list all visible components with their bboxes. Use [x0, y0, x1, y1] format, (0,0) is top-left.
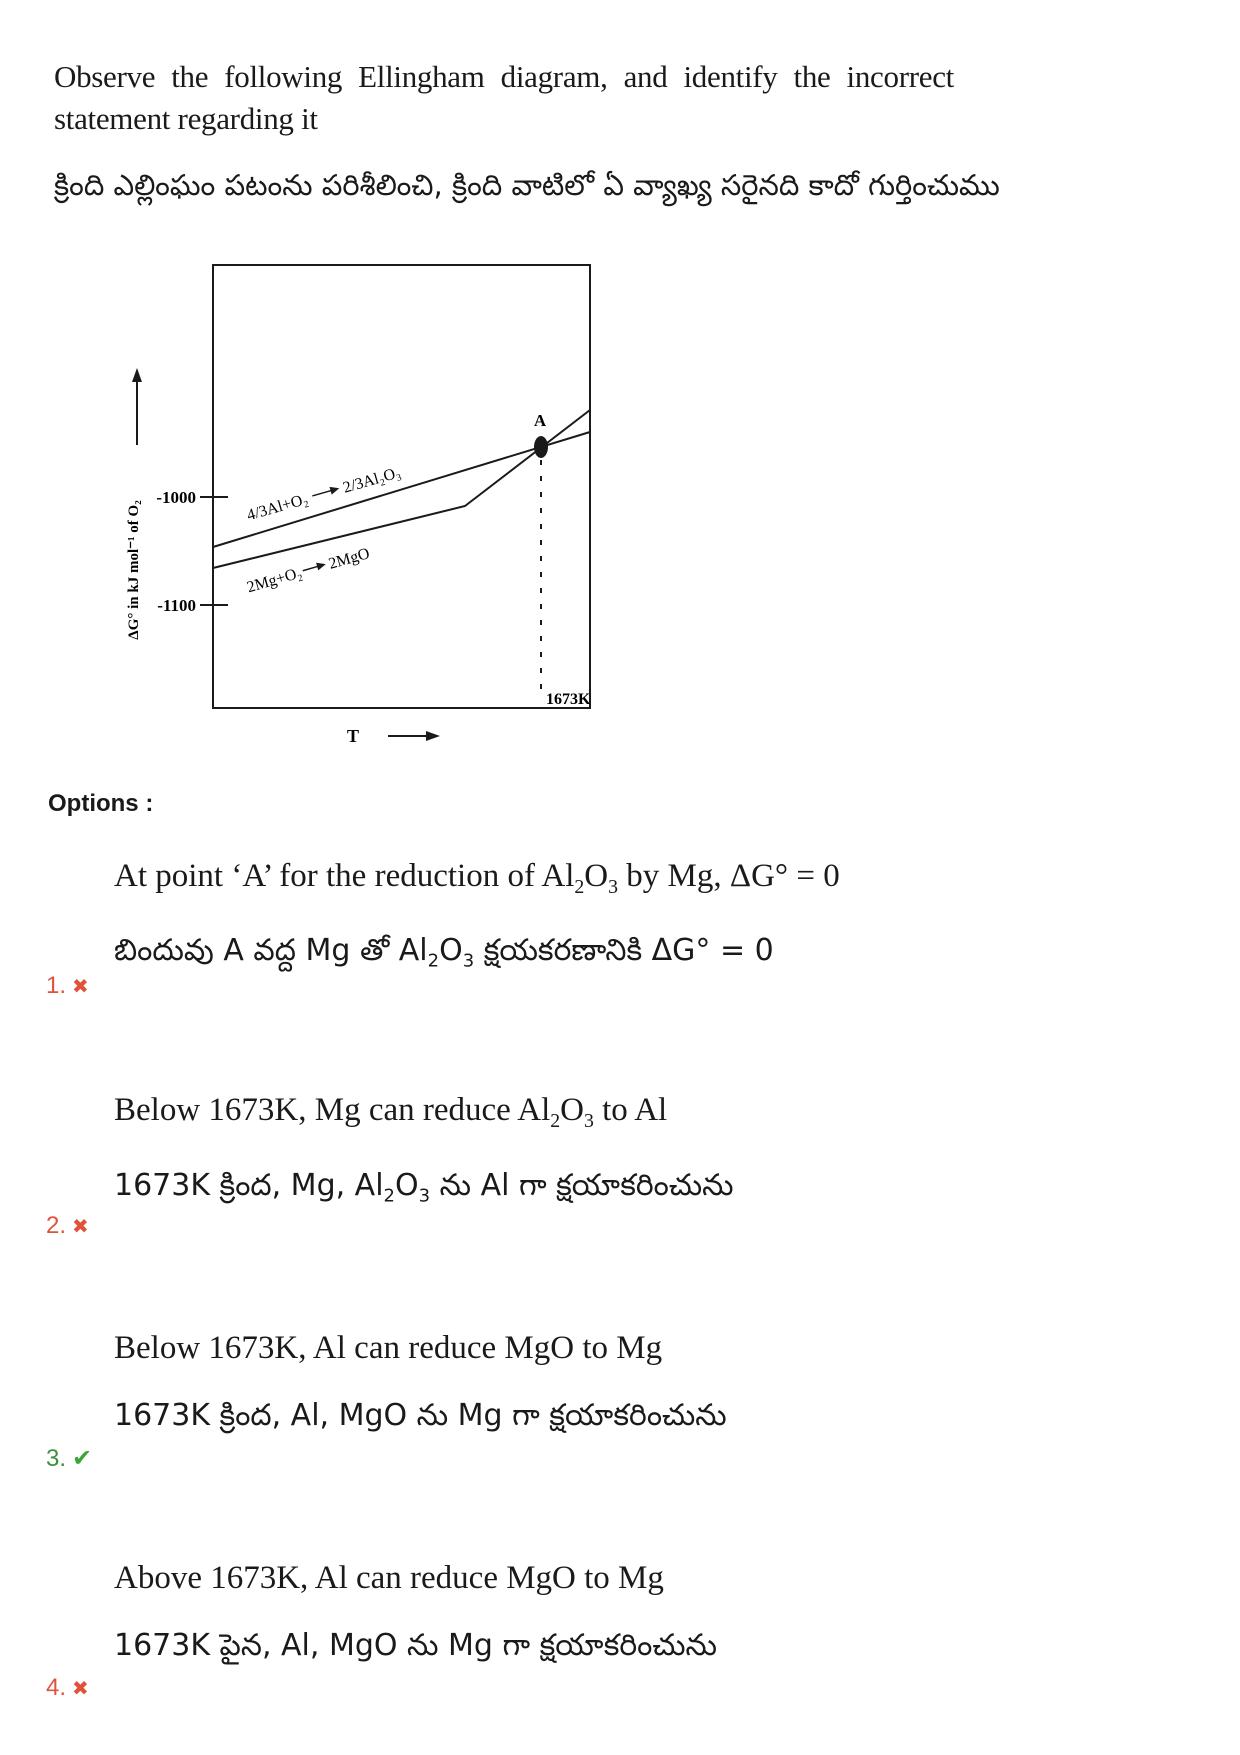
cross-icon: ✖: [72, 1678, 89, 1700]
al-reaction-arrow: [312, 490, 331, 496]
option-2-english: Below 1673K, Mg can reduce $Al_2O_3$ to Al: [114, 1092, 668, 1132]
options-heading: Options :: [48, 790, 154, 817]
point-a-label: A: [533, 411, 547, 430]
al-oxide-line: [213, 432, 590, 547]
plot-frame: [213, 265, 590, 708]
mg-reaction-arrow: [303, 566, 318, 570]
cross-icon: ✖: [72, 1216, 89, 1238]
mg-reactants-label: 2Mg+O₂: [245, 564, 304, 597]
ellingham-diagram: [110, 250, 630, 760]
mg-products-label: 2MgO: [326, 545, 372, 573]
al-reactants-label: 4/3Al+O₂: [245, 490, 310, 525]
option-4-english: Above 1673K, Al can reduce MgO to Mg: [114, 1560, 664, 1596]
option-1-english: At point ‘A’ for the reduction of $Al_2O_3$ by Mg, ΔG° = 0: [114, 858, 840, 898]
y-axis-arrowhead: [132, 368, 142, 382]
option-2-telugu: 1673K క్రింద, Mg, $Al_2O_3$ ను Al గా క్షయాకరించును: [114, 1168, 734, 1207]
y-axis-label: ΔG° in kJ mol⁻¹ of O₂: [126, 500, 142, 640]
tick-label-1000: -1000: [156, 488, 196, 507]
option-1-selector[interactable]: 1. ✖: [46, 972, 89, 999]
option-3-selector[interactable]: 3. ✔: [46, 1445, 93, 1472]
x-axis-arrowhead: [426, 731, 440, 741]
option-4-telugu: 1673K పైన, Al, MgO ను Mg గా క్షయాకరించును: [114, 1628, 717, 1663]
x-axis-label: T: [346, 726, 360, 746]
mg-reaction-arrowhead: [316, 560, 327, 570]
question-text-english: Observe the following Ellingham diagram, and identify the incorrect statement regarding it: [54, 59, 954, 136]
option-3-telugu: 1673K క్రింద, Al, MgO ను Mg గా క్షయాకరించును: [114, 1398, 727, 1433]
intersection-point-a: [534, 436, 548, 458]
option-2-selector[interactable]: 2. ✖: [46, 1212, 89, 1239]
option-4-selector[interactable]: 4. ✖: [46, 1674, 89, 1701]
option-3-english: Below 1673K, Al can reduce MgO to Mg: [114, 1330, 663, 1366]
tick-label-1100: -1100: [157, 596, 196, 615]
cross-icon: ✖: [72, 976, 89, 998]
al-reaction-arrowhead: [330, 484, 341, 494]
question-text-telugu: క్రింది ఎల్లింఘం పటంను పరిశీలించి, క్రింది వాటిలో ఏ వ్యాఖ్య సరైనది కాదో గుర్తించుము: [54, 168, 1000, 202]
option-1-telugu: బిందువు A వద్ద Mg తో $Al_2O_3$ క్షయకరణానికి ΔG° = 0: [114, 933, 774, 972]
check-icon: ✔: [72, 1445, 93, 1472]
al-products-label: 2/3Al₂O₃: [341, 464, 403, 497]
temperature-label: 1673K: [546, 691, 591, 708]
